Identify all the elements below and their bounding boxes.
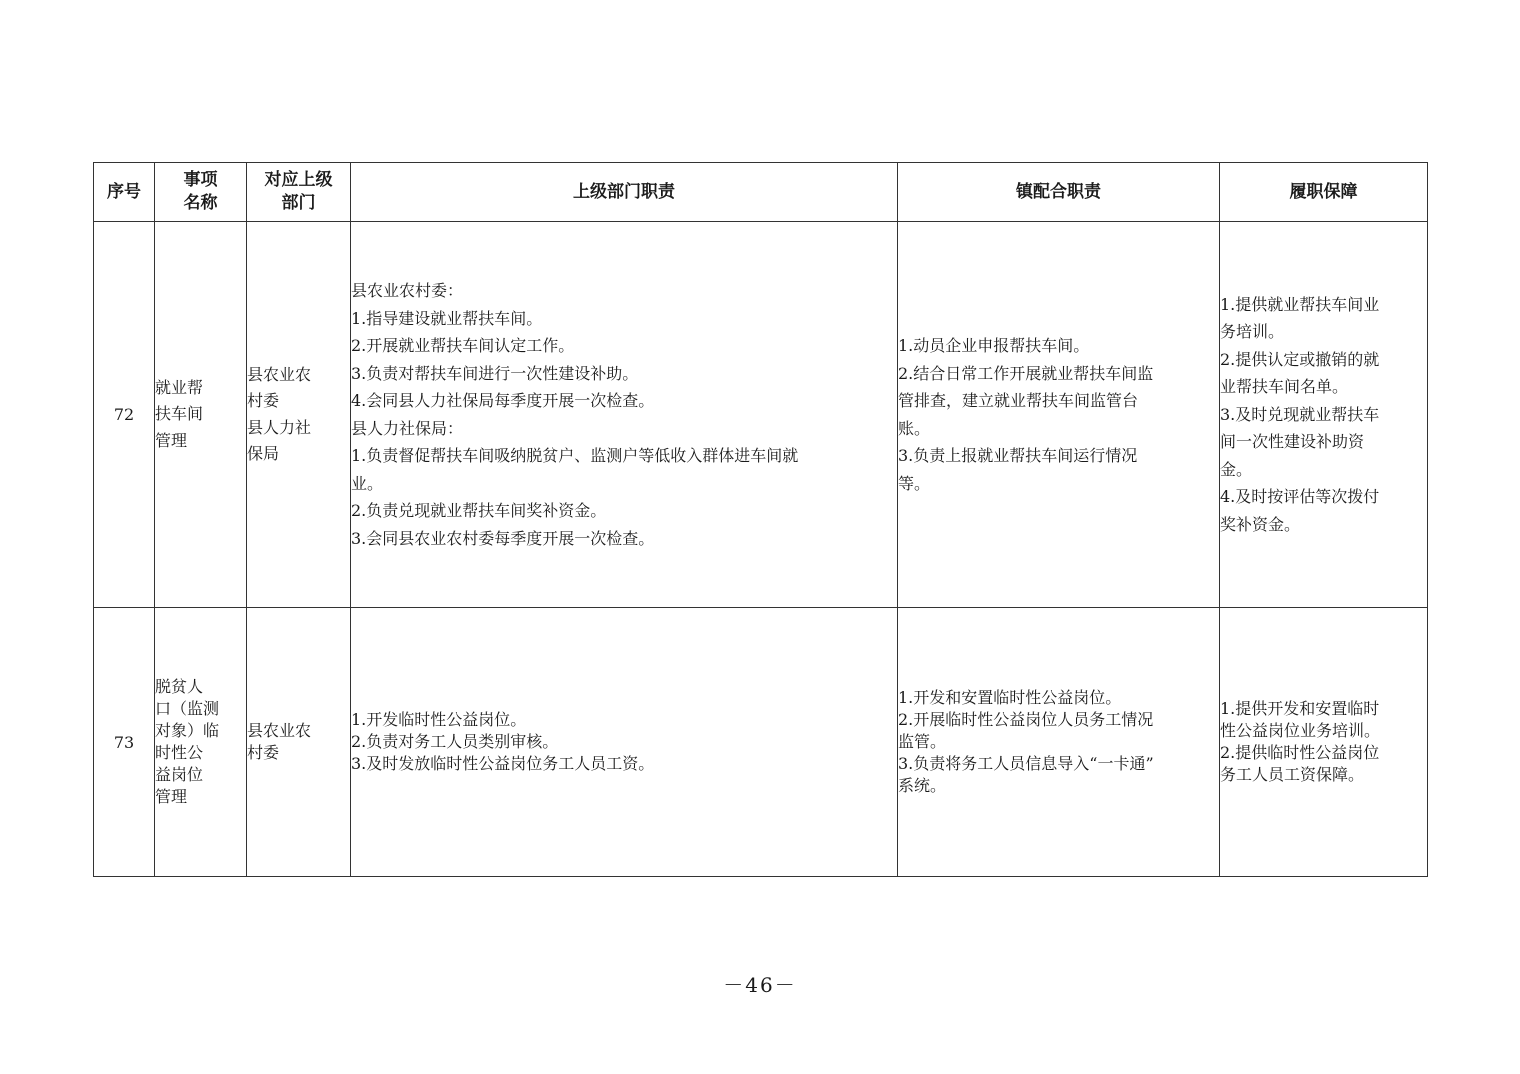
- upper-duty-cell: [351, 608, 898, 877]
- item-name-line: 时性公: [155, 743, 204, 762]
- upper-duty-line: 2.开展就业帮扶车间认定工作。: [351, 336, 575, 355]
- table-row: [94, 608, 1428, 877]
- header-upper-dept-line: 对应上级: [264, 170, 333, 190]
- upper-duty-line: 县农业农村委：: [351, 281, 464, 300]
- item-name-cell: [155, 608, 247, 877]
- item-name-line: 管理: [155, 430, 188, 450]
- item-name-line: 口（监测: [155, 699, 220, 718]
- row-seq: 73: [94, 608, 155, 877]
- dept-line: 保局: [247, 444, 280, 463]
- guarantee-cell: [1220, 608, 1428, 877]
- header-item-name-line: 名称: [183, 193, 218, 213]
- header-town-duty: 镇配合职责: [898, 163, 1220, 222]
- guarantee-line: 1.提供就业帮扶车间业: [1220, 294, 1380, 314]
- guarantee-line: 1.提供开发和安置临时: [1220, 699, 1380, 718]
- item-name-line: 益岗位: [155, 765, 204, 784]
- upper-duty-line: 1.开发临时性公益岗位。: [351, 710, 527, 729]
- upper-duty-line: 县人力社保局：: [351, 418, 464, 438]
- duty-table: [93, 162, 1428, 877]
- guarantee-line: 务工人员工资保障。: [1220, 765, 1365, 784]
- town-duty-line: 管排查，建立就业帮扶车间监管台: [898, 391, 1139, 410]
- item-name-line: 管理: [155, 787, 188, 806]
- guarantee-line: 金。: [1220, 459, 1253, 479]
- upper-duty-line: 3.及时发放临时性公益岗位务工人员工资。: [351, 754, 655, 773]
- guarantee-line: 间一次性建设补助资: [1220, 432, 1365, 452]
- upper-duty-line: 2.负责兑现就业帮扶车间奖补资金。: [351, 501, 607, 520]
- dept-line: 村委: [247, 391, 280, 410]
- town-duty-cell: [898, 222, 1220, 608]
- upper-duty-line: 1.指导建设就业帮扶车间。: [351, 308, 543, 328]
- table-row: [94, 222, 1428, 608]
- town-duty-cell: [898, 608, 1220, 877]
- town-duty-line: 1.动员企业申报帮扶车间。: [898, 336, 1090, 355]
- upper-duty-line: 3.负责对帮扶车间进行一次性建设补助。: [351, 363, 639, 383]
- header-item-name-line: 事项: [183, 170, 218, 190]
- item-name-line: 对象）临: [155, 721, 220, 740]
- upper-dept-cell: [247, 222, 351, 608]
- upper-duty-line: 业。: [351, 473, 384, 493]
- header-seq: 序号: [94, 163, 155, 222]
- upper-duty-line: 4.会同县人力社保局每季度开展一次检查。: [351, 391, 655, 410]
- guarantee-line: 2.提供认定或撤销的就: [1220, 349, 1380, 369]
- upper-duty-line: 1.负责督促帮扶车间吸纳脱贫户、监测户等低收入群体进车间就: [351, 446, 799, 465]
- town-duty-line: 3.负责上报就业帮扶车间运行情况: [898, 446, 1138, 465]
- upper-duty-line: 3.会同县农业农村委每季度开展一次检查。: [351, 528, 655, 548]
- row-seq: 72: [94, 222, 155, 608]
- item-name-cell: [155, 222, 247, 608]
- guarantee-line: 4.及时按评估等次拨付: [1220, 487, 1380, 507]
- guarantee-line: 奖补资金。: [1220, 514, 1301, 534]
- dept-line: 县农业农: [247, 721, 312, 740]
- town-duty-line: 2.开展临时性公益岗位人员务工情况: [898, 710, 1154, 729]
- header-item-name: [155, 163, 247, 222]
- upper-duty-line: 2.负责对务工人员类别审核。: [351, 732, 559, 751]
- guarantee-line: 性公益岗位业务培训。: [1220, 721, 1381, 740]
- town-duty-line: 2.结合日常工作开展就业帮扶车间监: [898, 363, 1154, 383]
- guarantee-line: 3.及时兑现就业帮扶车: [1220, 404, 1380, 424]
- header-row: [94, 163, 1428, 222]
- town-duty-line: 系统。: [898, 776, 947, 795]
- town-duty-line: 1.开发和安置临时性公益岗位。: [898, 688, 1122, 707]
- town-duty-line: 账。: [898, 418, 931, 438]
- guarantee-cell: [1220, 222, 1428, 608]
- dept-line: 县人力社: [247, 417, 312, 437]
- item-name-line: 脱贫人: [155, 677, 204, 696]
- item-name-line: 就业帮: [155, 377, 204, 397]
- town-duty-line: 监管。: [898, 732, 947, 751]
- page-number: －46－: [723, 973, 797, 997]
- dept-line: 县农业农: [247, 364, 312, 384]
- item-name-line: 扶车间: [155, 404, 204, 424]
- guarantee-line: 2.提供临时性公益岗位: [1220, 743, 1380, 762]
- header-guarantee: 履职保障: [1220, 163, 1428, 222]
- upper-dept-cell: [247, 608, 351, 877]
- header-upper-dept: [247, 163, 351, 222]
- upper-duty-cell: [351, 222, 898, 608]
- header-upper-dept-line: 部门: [281, 193, 316, 213]
- dept-line: 村委: [247, 743, 280, 762]
- guarantee-line: 务培训。: [1220, 322, 1285, 342]
- guarantee-line: 业帮扶车间名单。: [1220, 377, 1349, 397]
- header-upper-duty: 上级部门职责: [351, 163, 898, 222]
- town-duty-line: 等。: [898, 473, 931, 493]
- town-duty-line: 3.负责将务工人员信息导入“一卡通”: [898, 754, 1154, 773]
